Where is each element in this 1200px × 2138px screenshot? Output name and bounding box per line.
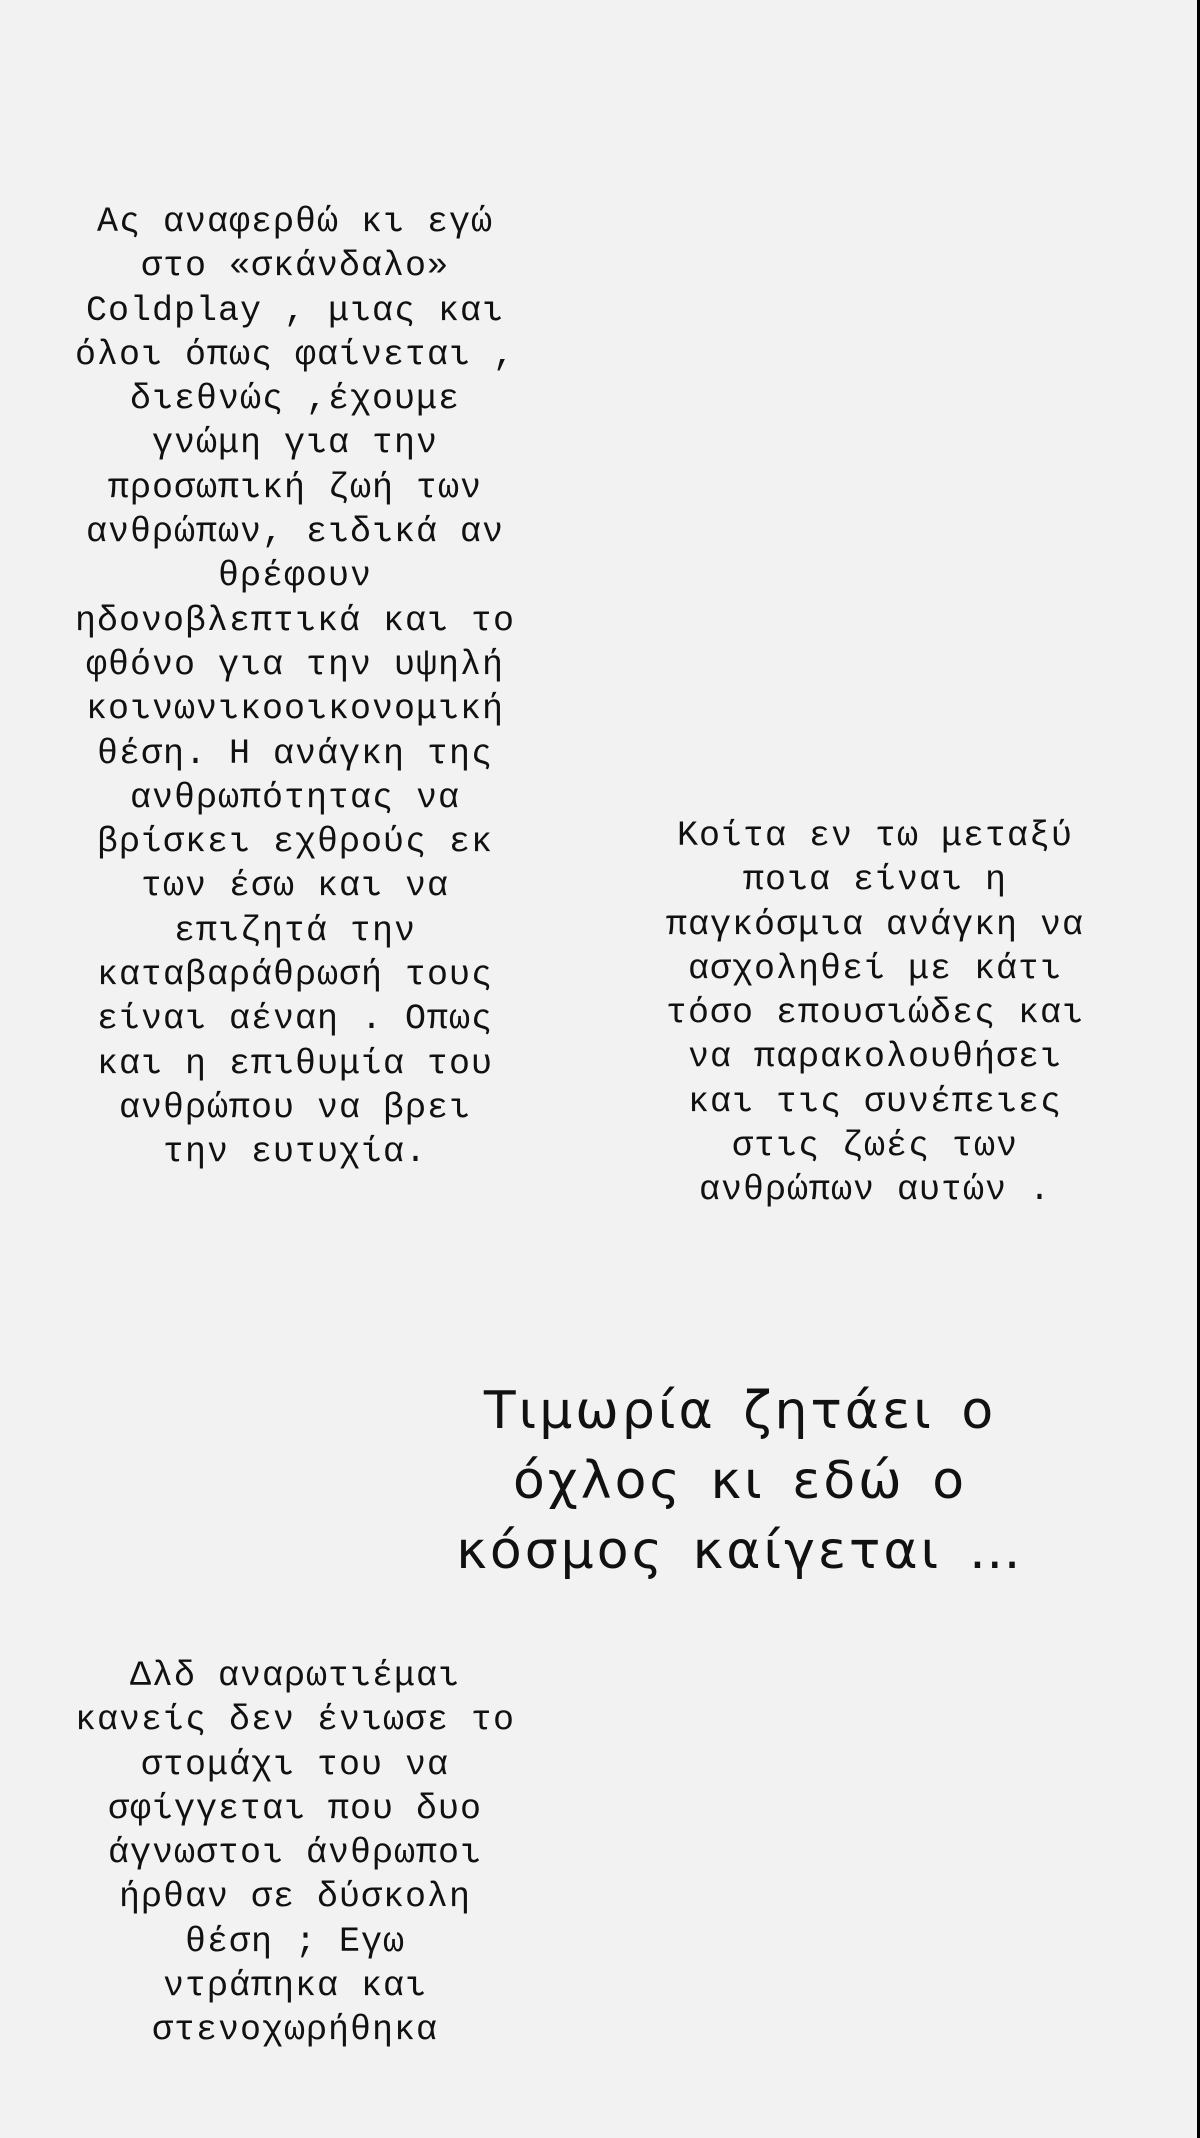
story-text-closing: Δλδ αναρωτιέμαι κανείς δεν ένιωσε το στομάχι του να σφίγγεται που δυο άγνωστοι άνθρωποι ήρθαν σε δύσκολη θέση ; Εγω ντράπηκα και στενοχωρήθηκα (74, 1656, 516, 2051)
story-text-headline: Τιμωρία ζητάει ο όχλος κι εδώ ο κόσμος καίγεται … (456, 1381, 1024, 1581)
story-text-intro: Ας αναφερθώ κι εγώ στο «σκάνδαλο» Coldplay , μιας και όλοι όπως φαίνεται , διεθνώς ,έχουμε γνώμη για την προσωπική ζωή των ανθρώπων, ειδικά αν θρέφουν ηδονοβλεπτικά και το φθόνο για την υψηλή κοινωνικοοικονομική θέση. Η ανάγκη της ανθρωπότητας να βρίσκει εχθρούς εκ των έσω και να επιζητά την καταβαράθρωσή τους είναι αέναη . Οπως και η επιθυμία του ανθρώπου να βρει την ευτυχία. (74, 202, 516, 1173)
story-text-global-attention: Κοίτα εν τω μεταξύ ποια είναι η παγκόσμια ανάγκη να ασχοληθεί με κάτι τόσο επουσιώδες και να παρακολουθήσει και τις συνέπειες στις ζωές των ανθρώπων αυτών . (665, 816, 1085, 1211)
